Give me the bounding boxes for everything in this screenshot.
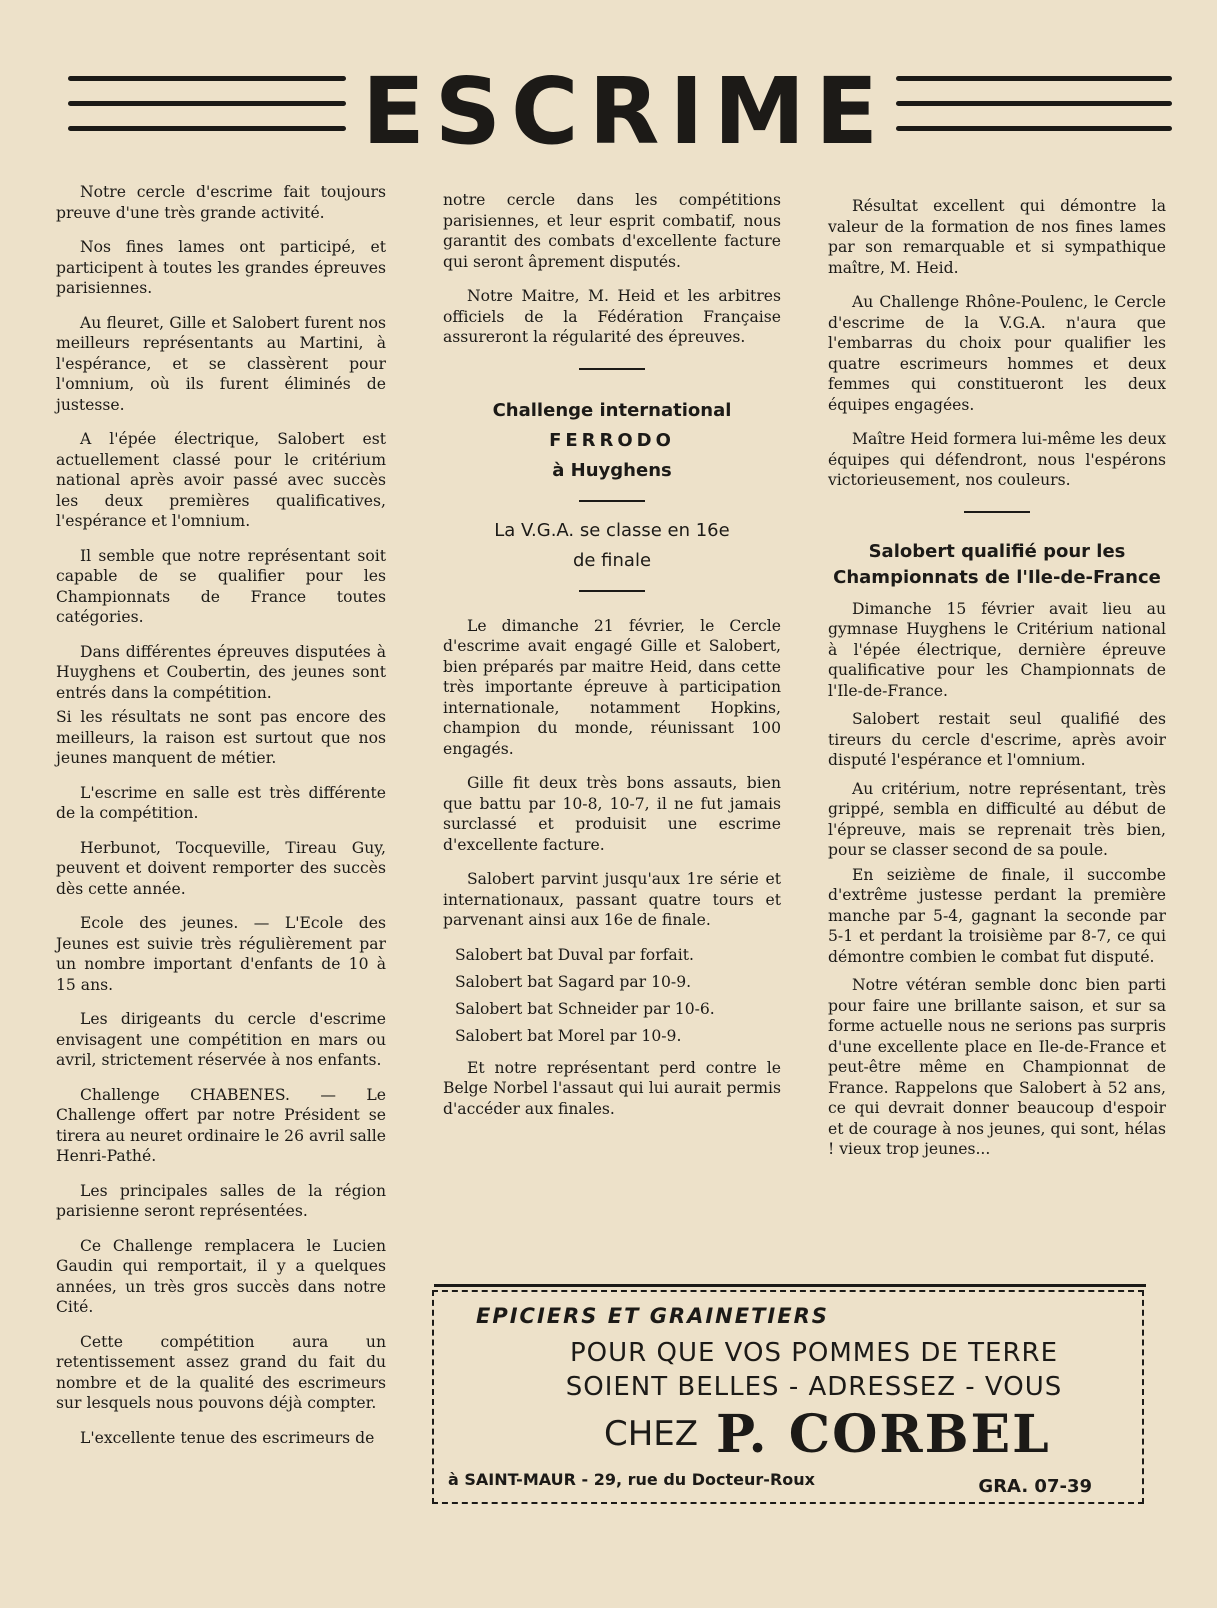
paragraph: L'excellente tenue des escrimeurs de bbox=[80, 1428, 375, 1447]
paragraph: Notre cercle d'escrime fait toujours preuve d'une très grande activité. bbox=[56, 183, 386, 222]
article-subheading bbox=[443, 516, 781, 576]
result-line: Salobert bat Sagard par 10-9. bbox=[455, 972, 692, 991]
subheading-line: de finale bbox=[572, 549, 652, 571]
ad-top-rule bbox=[434, 1284, 1146, 1287]
paragraph: Nos fines lames ont participé, et participent à toutes les grandes épreuves parisiennes. bbox=[56, 238, 386, 297]
paragraph: A l'épée électrique, Salobert est actuellement classé pour le critérium national après avoir passé avec succès les deux premières qualificatives, l'espérance et l'omnium. bbox=[56, 430, 386, 530]
paragraph: Salobert restait seul qualifié des tireurs du cercle d'escrime, après avoir disputé l'espérance et l'omnium. bbox=[828, 710, 1166, 769]
paragraph: Ecole des jeunes. — L'Ecole des Jeunes est suivie très régulièrement par un nombre important d'enfants de 10 à 15 ans. bbox=[56, 914, 386, 994]
paragraph: Le dimanche 21 février, le Cercle d'escrime avait engagé Gille et Salobert, bien préparés par maitre Heid, dans cette très importante épreuve à participation internationale, notamment Hopkins, champion du monde, réunissant 100 engagés. bbox=[443, 616, 781, 758]
paragraph: Au Challenge Rhône-Poulenc, le Cercle d'escrime de la V.G.A. n'aura que l'embarras du choix pour qualifier les quatre escrimeurs hommes et deux femmes qui constitueront les deux équipes engagées. bbox=[828, 293, 1166, 414]
paragraph: Et notre représentant perd contre le Belge Norbel l'assaut qui lui aurait permis d'accéder aux finales. bbox=[443, 1058, 781, 1118]
ad-slogan-line-1: POUR QUE VOS POMMES DE TERRE bbox=[569, 1338, 1059, 1368]
page-title: ESCRIME bbox=[361, 58, 889, 165]
paragraph: Herbunot, Tocqueville, Tireau Guy, peuvent et doivent remporter des succès dès cette année. bbox=[56, 838, 386, 898]
result-line: Salobert bat Schneider par 10-6. bbox=[455, 999, 715, 1018]
paragraph: Au fleuret, Gille et Salobert furent nos meilleurs représentants au Martini, à l'espérance, et se classèrent pour l'omnium, où ils furent éliminés de justesse. bbox=[56, 313, 386, 414]
paragraph: Dimanche 15 février avait lieu au gymnase Huyghens le Critérium national à l'épée électrique, dernière épreuve qualificative pour les Championnats de l'Ile-de-France. bbox=[828, 599, 1166, 700]
advertisement-box bbox=[432, 1290, 1144, 1504]
paragraph: Il semble que notre représentant soit capable de se qualifier pour les Championnats de France toutes catégories. bbox=[56, 546, 386, 626]
paragraph: Dans différentes épreuves disputées à Huyghens et Coubertin, des jeunes sont entrés dans la compétition. bbox=[56, 642, 386, 702]
paragraph: Notre vétéran semble donc bien parti pour faire une brillante saison, et sur sa forme actuelle nous ne serions pas surpris d'une excellente place en Ile-de-France et peut-être même en Championnat de France. Rappelons que Salobert à 52 ans, ce qui devrait donner beaucoup d'espoir et de courage à nos jeunes, qui sont, hélas ! vieux trop jeunes... bbox=[828, 976, 1166, 1158]
paragraph: L'escrime en salle est très différente de la compétition. bbox=[56, 783, 386, 822]
divider bbox=[579, 368, 645, 370]
paragraph: Maître Heid formera lui-même les deux équipes qui défendront, nous l'espérons victorieusement, nos couleurs. bbox=[828, 430, 1166, 489]
ad-phone: GRA. 07-39 bbox=[978, 1476, 1092, 1497]
ad-chez: CHEZ bbox=[604, 1414, 699, 1454]
subheading-line: La V.G.A. se classe en 16e bbox=[494, 519, 730, 541]
paragraph: Salobert parvint jusqu'aux 1re série et internationaux, passant quatre tours et parvenant ainsi aux 16e de finale. bbox=[443, 870, 781, 929]
paragraph: Au critérium, notre représentant, très grippé, sembla en difficulté au début de l'épreuve, mais se reprenait très bien, pour se classer second de sa poule. bbox=[828, 779, 1166, 859]
paragraph: Notre Maitre, M. Heid et les arbitres officiels de la Fédération Française assureront la régularité des épreuves. bbox=[443, 287, 781, 346]
masthead bbox=[68, 58, 1172, 165]
column-2 bbox=[443, 190, 781, 1133]
heading-line: à Huyghens bbox=[552, 459, 672, 481]
paragraph: Les dirigeants du cercle d'escrime envisagent une compétition en mars ou avril, strictement réservée à nos enfants. bbox=[56, 1010, 386, 1069]
paragraph: En seizième de finale, il succombe d'extrême justesse perdant la première manche par 5-4, gagnant la seconde par 5-1 et perdant la troisième par 8-7, ce qui démontre combien le combat fut disputé. bbox=[828, 865, 1166, 966]
divider bbox=[964, 511, 1030, 513]
masthead-rule-left bbox=[68, 76, 346, 140]
article-heading-ferrodo bbox=[443, 396, 781, 486]
masthead-rule-right bbox=[896, 76, 1172, 140]
paragraph: Résultat excellent qui démontre la valeur de la formation de nos fines lames par son remarquable et si sympathique maître, M. Heid. bbox=[828, 197, 1166, 277]
result-line: Salobert bat Duval par forfait. bbox=[455, 945, 694, 964]
divider bbox=[579, 500, 645, 502]
heading-line: Salobert qualifié pour les bbox=[868, 540, 1126, 562]
ad-header: EPICIERS ET GRAINETIERS bbox=[476, 1304, 829, 1328]
divider bbox=[579, 590, 645, 592]
article-heading-salobert bbox=[828, 539, 1166, 591]
paragraph: Ce Challenge remplacera le Lucien Gaudin qui remportait, il y a quelques années, un très gros succès dans notre Cité. bbox=[56, 1236, 386, 1316]
paragraph: Cette compétition aura un retentissement assez grand du fait du nombre et de la qualité des escrimeurs sur lesquels nous pouvons déjà compter. bbox=[56, 1332, 386, 1412]
heading-line: FERRODO bbox=[549, 429, 675, 451]
paragraph: Les principales salles de la région parisienne seront représentées. bbox=[56, 1181, 386, 1220]
paragraph: Si les résultats ne sont pas encore des meilleurs, la raison est surtout que nos jeunes manquent de métier. bbox=[56, 708, 386, 767]
column-1 bbox=[56, 182, 386, 1462]
paragraph: Gille fit deux très bons assauts, bien que battu par 10-8, 10-7, il ne fut jamais surclassé et produisit une escrime d'excellente facture. bbox=[443, 774, 781, 854]
column-3 bbox=[828, 196, 1166, 1174]
heading-line: Championnats de l'Ile-de-France bbox=[833, 566, 1161, 588]
ad-address: à SAINT-MAUR - 29, rue du Docteur-Roux bbox=[448, 1470, 815, 1489]
paragraph: notre cercle dans les compétitions parisiennes, et leur esprit combatif, nous garantit des combats d'excellente facture qui seront âprement disputés. bbox=[443, 191, 781, 271]
ad-slogan-line-2: SOIENT BELLES - ADRESSEZ - VOUS bbox=[565, 1372, 1063, 1402]
result-line: Salobert bat Morel par 10-9. bbox=[455, 1026, 682, 1045]
paragraph: Challenge CHABENES. — Le Challenge offert par notre Président se tirera au neuret ordinaire le 26 avril salle Henri-Pathé. bbox=[56, 1085, 386, 1165]
ad-business-name: P. CORBEL bbox=[716, 1404, 1051, 1465]
heading-line: Challenge international bbox=[492, 399, 732, 421]
